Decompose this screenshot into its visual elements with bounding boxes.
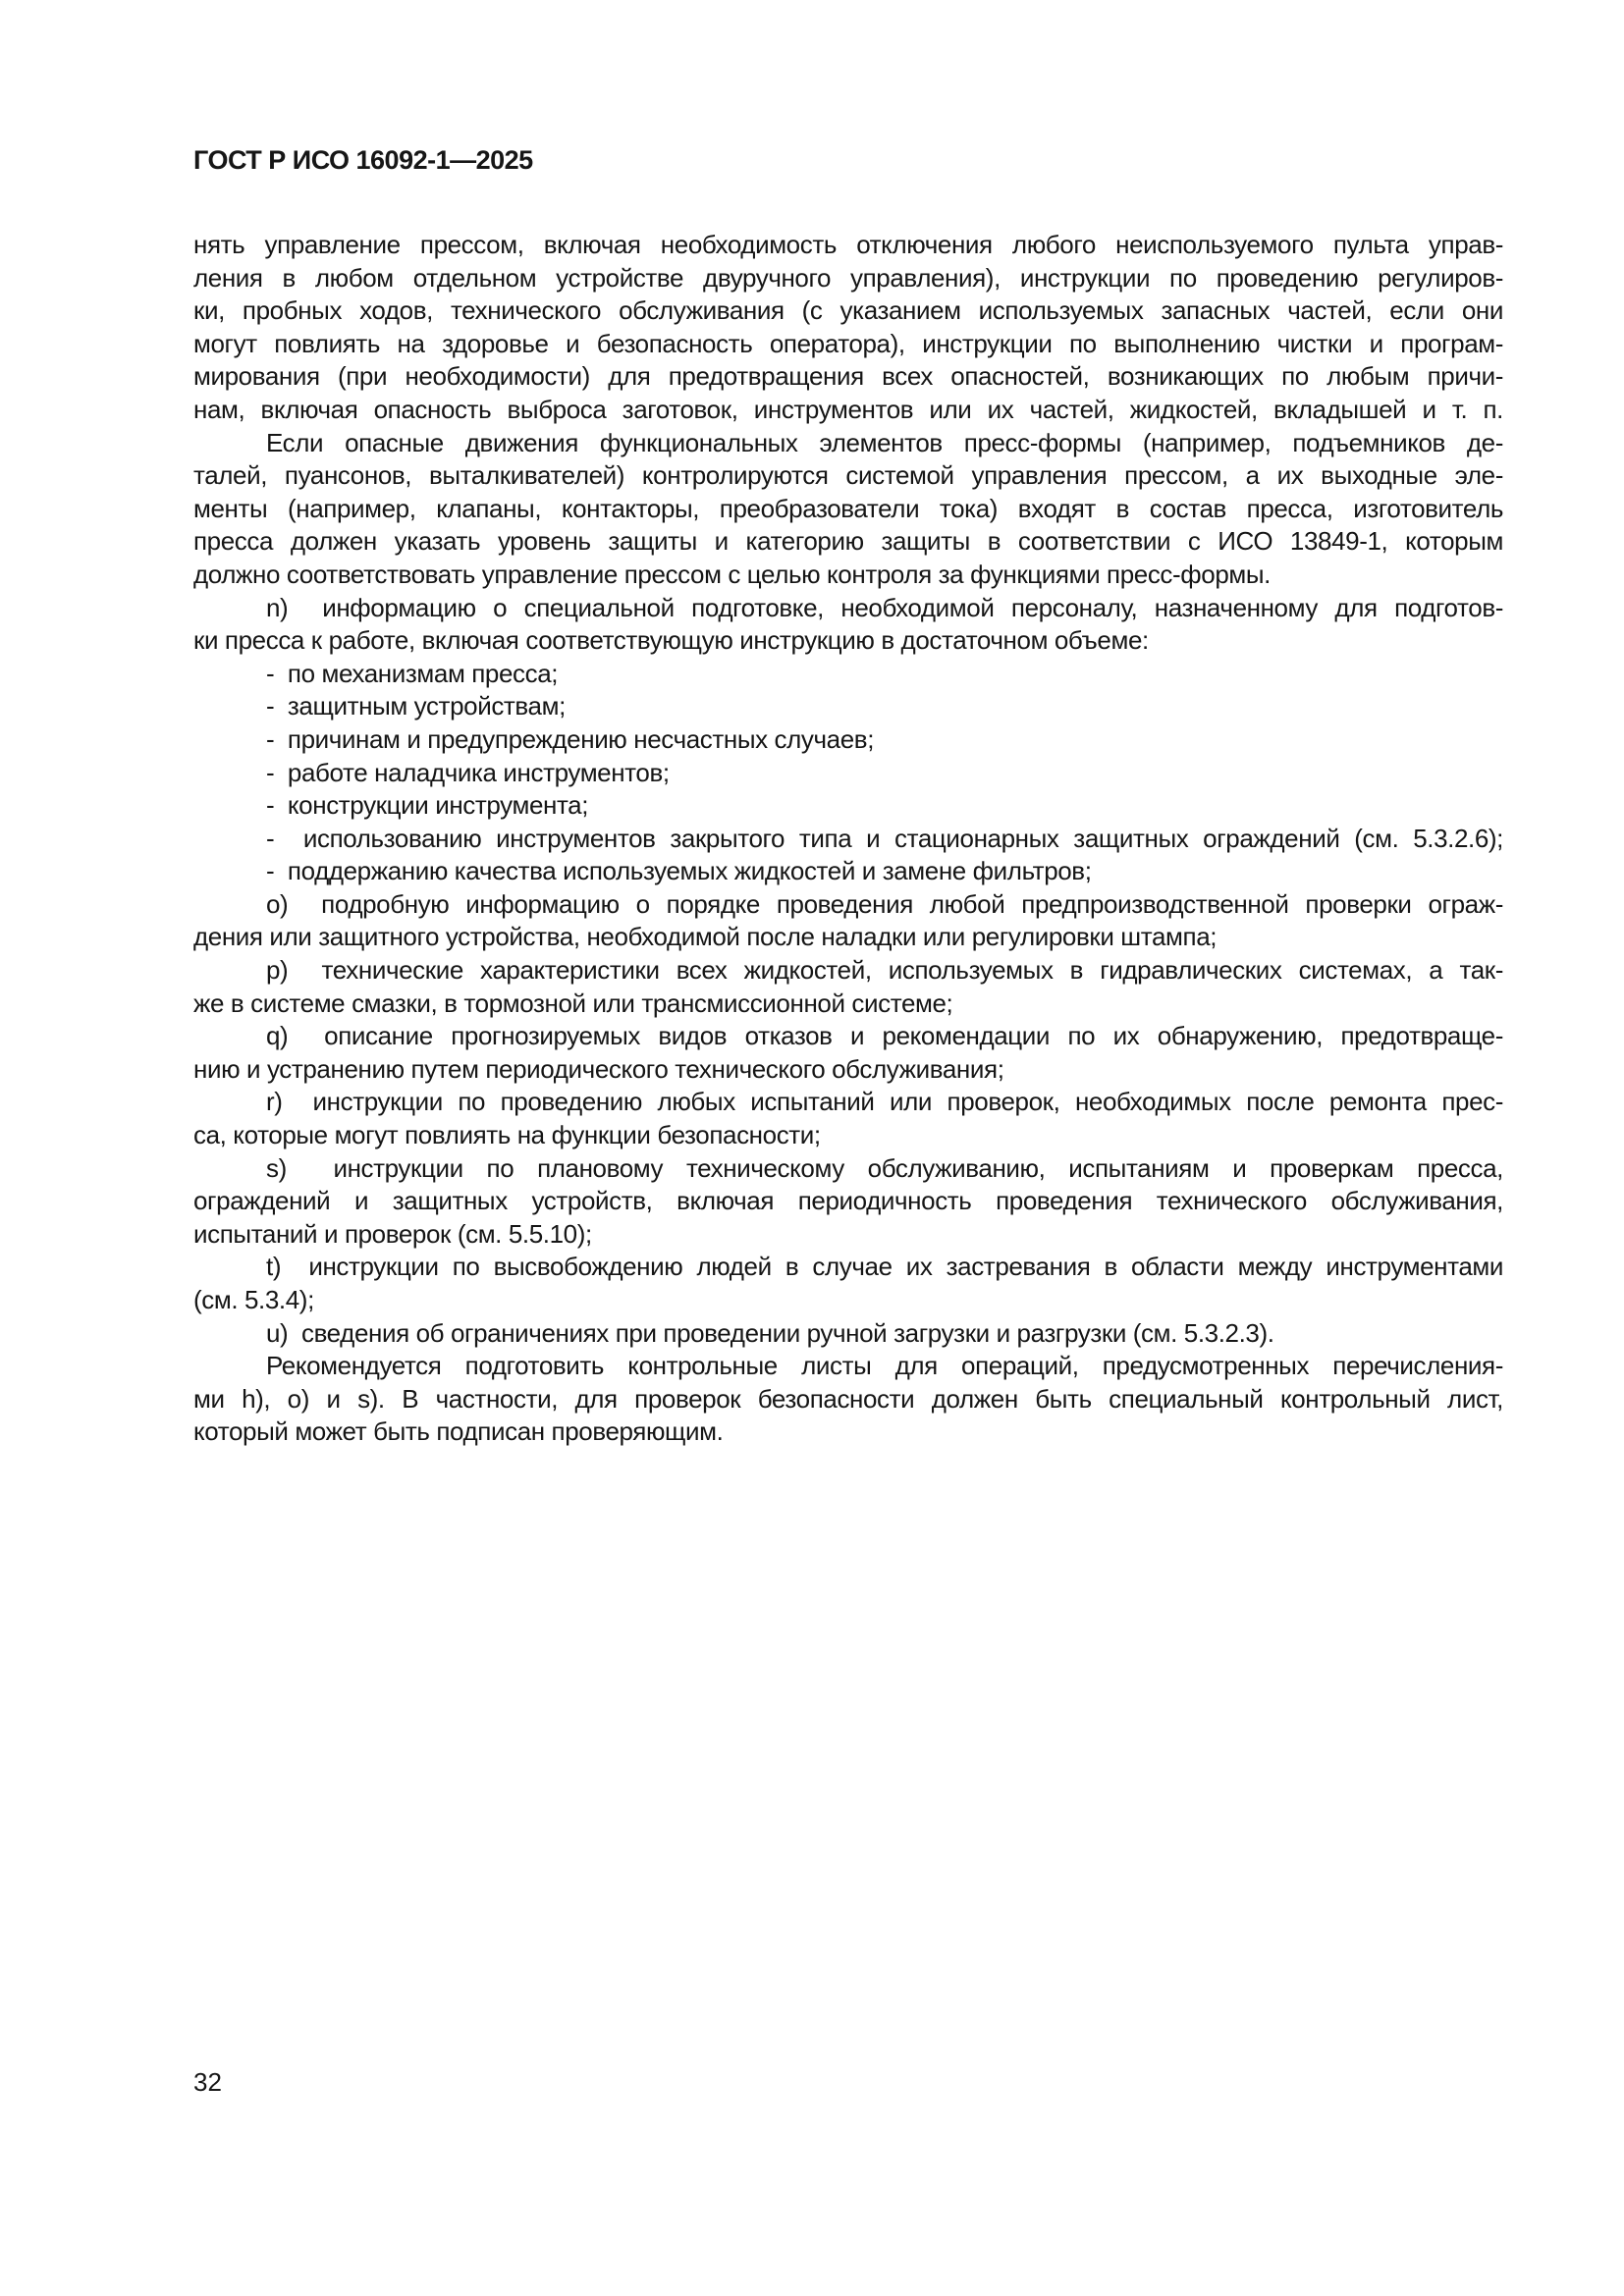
page-number: 32 (193, 2067, 222, 2097)
text-line: должно соответствовать управление прессом с целью контроля за функциями пресс-формы. (193, 559, 1271, 589)
text-line: ки, пробных ходов, технического обслуживания (с указанием используемых запасных частей, если они (193, 295, 1503, 326)
text-line: p) технические характеристики всех жидкостей, используемых в гидравлических системах, а так- (266, 955, 1503, 986)
text-line: Если опасные движения функциональных элементов пресс-формы (например, подъемников де- (266, 427, 1503, 457)
text-line: ления в любом отдельном устройстве двуручного управления), инструкции по проведению регулиров- (193, 262, 1503, 293)
text-line: талей, пуансонов, выталкивателей) контролируются системой управления прессом, а их выходные эле- (193, 460, 1503, 491)
text-line: ки пресса к работе, включая соответствующую инструкцию в достаточном объеме: (193, 625, 1149, 656)
document-body (193, 229, 1503, 1449)
text-line: же в системе смазки, в тормозной или трансмиссионной системе; (193, 988, 953, 1018)
text-line: - конструкции инструмента; (266, 790, 589, 821)
text-line: r) инструкции по проведению любых испытаний или проверок, необходимых после ремонта прес- (266, 1087, 1503, 1117)
text-line: - защитным устройствам; (266, 691, 566, 721)
text-line: - по механизмам пресса; (266, 658, 559, 688)
text-line: - работе наладчика инструментов; (266, 757, 670, 787)
text-line: s) инструкции по плановому техническому обслуживанию, испытаниям и проверкам пресса, (266, 1152, 1503, 1183)
text-line: - поддержанию качества используемых жидкостей и замене фильтров; (266, 856, 1092, 886)
text-line: ми h), o) и s). В частности, для проверок безопасности должен быть специальный контрольный лист, (193, 1383, 1503, 1414)
text-line: мирования (при необходимости) для предотвращения всех опасностей, возникающих по любым причи- (193, 361, 1503, 392)
text-line: - причинам и предупреждению несчастных случаев; (266, 723, 875, 754)
text-line: могут повлиять на здоровье и безопасность оператора), инструкции по выполнению чистки и програм- (193, 328, 1503, 358)
text-line: испытаний и проверок (см. 5.5.10); (193, 1218, 592, 1249)
text-line: са, которые могут повлиять на функции безопасности; (193, 1120, 821, 1150)
text-line: - использованию инструментов закрытого типа и стационарных защитных ограждений (см. 5.3.2.6); (266, 823, 1503, 853)
text-line: u) сведения об ограничениях при проведении ручной загрузки и разгрузки (см. 5.3.2.3). (266, 1317, 1274, 1348)
standard-designation: ГОСТ Р ИСО 16092-1—2025 (193, 145, 533, 175)
text-line: t) инструкции по высвобождению людей в случае их застревания в области между инструментами (266, 1252, 1503, 1282)
text-line: который может быть подписан проверяющим. (193, 1416, 724, 1447)
text-line: пресса должен указать уровень защиты и категорию защиты в соответствии с ИСО 13849-1, которым (193, 526, 1503, 557)
text-line: (см. 5.3.4); (193, 1285, 314, 1314)
text-line: o) подробную информацию о порядке проведения любой предпроизводственной проверки ограж- (266, 888, 1503, 919)
text-line: менты (например, клапаны, контакторы, преобразователи тока) входят в состав пресса, изготовитель (193, 493, 1503, 523)
text-line: n) информацию о специальной подготовке, необходимой персоналу, назначенному для подготов- (266, 592, 1503, 622)
text-line: дения или защитного устройства, необходимой после наладки или регулировки штампа; (193, 922, 1218, 952)
text-line: Рекомендуется подготовить контрольные листы для операций, предусмотренных перечисления- (266, 1351, 1503, 1381)
text-line: нам, включая опасность выброса заготовок, инструментов или их частей, жидкостей, вкладышей и т. п. (193, 394, 1503, 424)
text-line: нию и устранению путем периодического технического обслуживания; (193, 1053, 1004, 1084)
text-line: q) описание прогнозируемых видов отказов и рекомендации по их обнаружению, предотвраще- (266, 1021, 1503, 1051)
text-line: ограждений и защитных устройств, включая периодичность проведения технического обслуживания, (193, 1186, 1503, 1216)
text-line: нять управление прессом, включая необходимость отключения любого неиспользуемого пульта управ- (193, 230, 1503, 259)
